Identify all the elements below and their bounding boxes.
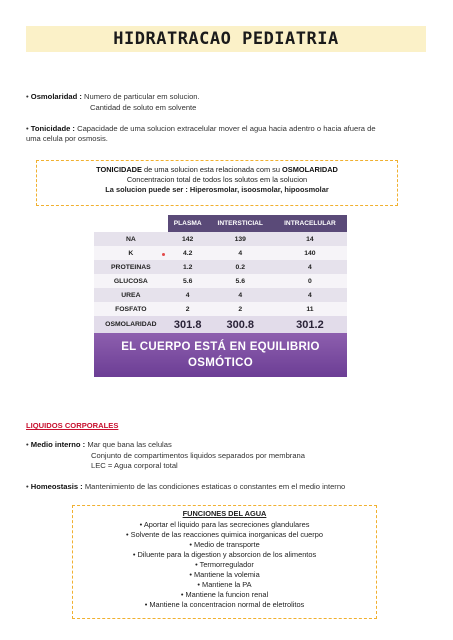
title-bar	[26, 26, 426, 52]
table-cell: 5.6	[208, 274, 273, 288]
osmolaridad-bullet: •	[26, 92, 29, 101]
list-item: • Termorregulador	[195, 560, 254, 569]
box1-line1	[37, 165, 397, 175]
table-cell: 1.2	[168, 260, 208, 274]
list-item: • Mantiene la volemia	[189, 570, 260, 579]
table-cell: 14	[273, 232, 347, 246]
box1-line2: Concentracion total de todos los solutos em la solucion	[126, 175, 308, 184]
table-cell: GLUCOSA	[94, 274, 168, 288]
homeo-bullet: •	[26, 482, 29, 491]
funciones-heading: FUNCIONES DEL AGUA	[182, 509, 267, 518]
table-cell: 4	[208, 288, 273, 302]
box1-tonicidade-word: TONICIDADE	[96, 165, 142, 174]
table-cell: 139	[208, 232, 273, 246]
table-row	[94, 288, 347, 302]
table-cell: NA	[94, 232, 168, 246]
table-header-plasma: PLASMA	[168, 215, 208, 232]
box1-mid-text: de uma solucion esta relacionada com su	[141, 165, 283, 174]
table-header-intracelular: INTRACELULAR	[273, 215, 347, 232]
table-cell: OSMOLARIDAD	[94, 316, 168, 333]
list-item: • Medio de transporte	[189, 540, 260, 549]
table-cell: 4	[208, 246, 273, 260]
homeo-label: Homeostasis :	[30, 482, 83, 491]
table-row	[94, 274, 347, 288]
tonicidade-bullet: •	[26, 124, 29, 133]
tonicidade-def1: Capacidade de uma solucion extracelular mover el agua hacia adentro o hacia afuera de	[77, 124, 376, 133]
table-cell: FOSFATO	[94, 302, 168, 316]
table-cell: UREA	[94, 288, 168, 302]
table-cell: 11	[273, 302, 347, 316]
equilibrio-banner	[94, 333, 347, 377]
table-row	[94, 246, 347, 260]
table-header-row	[94, 215, 347, 232]
table-cell: 4	[273, 260, 347, 274]
table-cell: 4.2	[168, 246, 208, 260]
red-dot-mark	[162, 253, 165, 256]
osmolaridad-def2: Cantidad de soluto em solvente	[90, 103, 197, 112]
banner-line1: EL CUERPO ESTÁ EN EQUILIBRIO	[121, 341, 320, 353]
table-cell: 300.8	[208, 316, 273, 333]
table-row	[94, 302, 347, 316]
tonicidade-def2: uma celula por osmosis.	[26, 134, 108, 143]
medio-def2: Conjunto de compartimentos liquidos separados por membrana	[91, 451, 306, 460]
table-cell: 142	[168, 232, 208, 246]
list-item: • Mantiene la funcion renal	[180, 590, 269, 599]
table-cell: 0.2	[208, 260, 273, 274]
medio-def1: Mar que bana las celulas	[87, 440, 172, 449]
osmolaridad-table	[94, 215, 347, 333]
list-item: • Solvente de las reacciones quimica inorganicas del cuerpo	[126, 530, 323, 539]
table-cell: 301.2	[273, 316, 347, 333]
table-header-intersticial: INTERSTICIAL	[208, 215, 273, 232]
banner-line2: OSMÓTICO	[187, 357, 253, 369]
table-cell: 5.6	[168, 274, 208, 288]
homeo-def: Mantenimiento de las condiciones estaticas o constantes em el medio interno	[84, 482, 346, 491]
medio-bullet: •	[26, 440, 29, 449]
box1-osmolaridad-word: OSMOLARIDAD	[282, 165, 338, 174]
medio-interno-line1	[26, 440, 172, 450]
osmolaridad-def1: Numero de particular em solucion.	[83, 92, 200, 101]
medio-def3: LEC = Agua corporal total	[91, 461, 178, 470]
list-item: • Aportar el liquido para las secreciones glandulares	[139, 520, 310, 529]
table-cell: PROTEINAS	[94, 260, 168, 274]
list-item: • Diluente para la digestion y absorcion de los alimentos	[132, 550, 317, 559]
table-cell: 2	[208, 302, 273, 316]
funciones-box	[72, 505, 377, 619]
table-row	[94, 232, 347, 246]
osmolaridad-table-image	[94, 215, 347, 377]
table-row	[94, 260, 347, 274]
table-cell: 140	[273, 246, 347, 260]
list-item: • Mantiene la PA	[197, 580, 252, 589]
table-cell: K	[94, 246, 168, 260]
table-cell: 0	[273, 274, 347, 288]
box1-line3: La solucion puede ser : Hiperosmolar, isoosmolar, hipoosmolar	[105, 185, 329, 194]
homeostasis-line	[26, 482, 345, 492]
table-header-blank	[94, 215, 168, 232]
table-cell: 301.8	[168, 316, 208, 333]
list-item: • Mantiene la concentracion normal de eletrolitos	[144, 600, 305, 609]
table-cell: 4	[273, 288, 347, 302]
table-cell: 4	[168, 288, 208, 302]
table-cell: 2	[168, 302, 208, 316]
tonicidade-line1	[26, 124, 376, 134]
page-title: HIDRATRACAO PEDIATRIA	[113, 29, 339, 49]
osmolaridad-label: Osmolaridad :	[30, 92, 82, 101]
tonicidade-info-box	[36, 160, 398, 206]
liquidos-heading: LIQUIDOS CORPORALES	[26, 421, 119, 430]
osmolaridad-line1	[26, 92, 200, 102]
medio-label: Medio interno :	[30, 440, 86, 449]
table-osmolaridad-row	[94, 316, 347, 333]
tonicidade-label: Tonicidade :	[30, 124, 75, 133]
